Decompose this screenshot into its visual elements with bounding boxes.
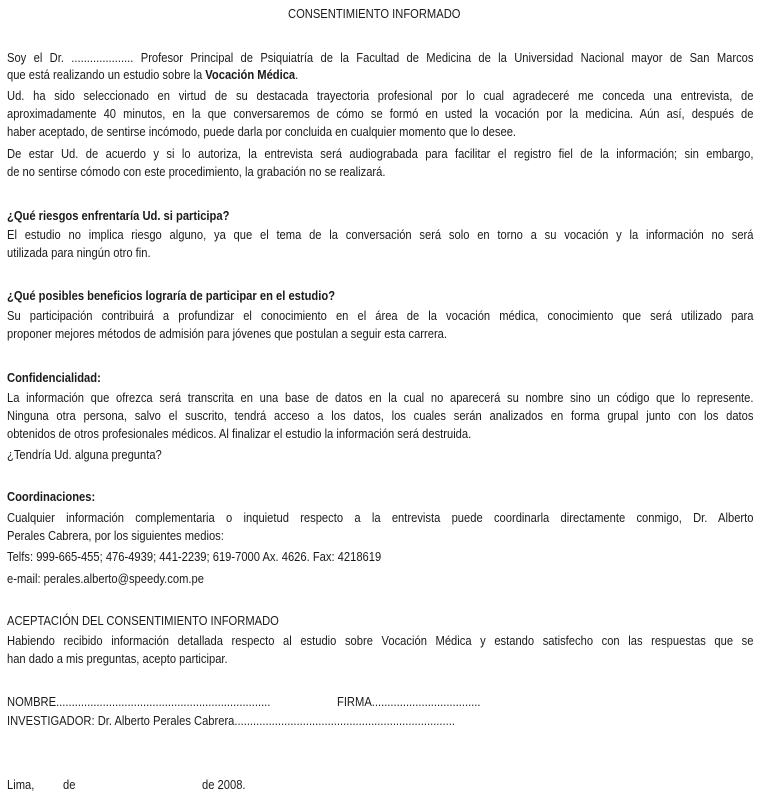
- investigator-field: INVESTIGADOR: Dr. Alberto Perales Cabrera.......................................................................: [7, 713, 455, 728]
- benefits-heading: ¿Qué posibles beneficios lograría de participar en el estudio?: [7, 288, 336, 303]
- para2-line-2: de no sentirse cómodo con este procedimiento, la grabación no se realizará.: [7, 164, 386, 179]
- acceptance-line-2: han dado a mis preguntas, acepto participar.: [7, 651, 228, 666]
- benefits-line-1: Su participación contribuirá a profundizar el conocimiento en el área de la vocación médica, conocimiento que será utilizado para: [7, 308, 754, 323]
- confidentiality-line-2: Ninguna otra persona, salvo el suscrito, tendrá acceso a los datos, los cuales serán analizados en forma grupal junto con los datos: [7, 408, 754, 423]
- coordination-line-2: Perales Cabrera, por los siguientes medios:: [7, 528, 224, 543]
- intro-text: que está realizando un estudio sobre la: [7, 67, 206, 82]
- date-day-label: de: [63, 777, 76, 792]
- risks-line-1: El estudio no implica riesgo alguno, ya que el tema de la conversación será solo en torno a su vocación y la información no será: [7, 227, 754, 242]
- risks-line-2: utilizada para ningún otro fin.: [7, 245, 151, 260]
- risks-heading: ¿Qué riesgos enfrentaría Ud. si participa?: [7, 208, 230, 223]
- confidentiality-line-3: obtenidos de otros profesionales médicos. Al finalizar el estudio la información será destruida.: [7, 426, 472, 441]
- para1-line-3: haber aceptado, de sentirse incómodo, puede darla por concluida en cualquier momento que lo desee.: [7, 124, 517, 139]
- date-year-label: de 2008.: [202, 777, 246, 792]
- signature-field: FIRMA...................................: [337, 694, 481, 709]
- place-label: Lima,: [7, 777, 35, 792]
- acceptance-heading: ACEPTACIÓN DEL CONSENTIMIENTO INFORMADO: [7, 613, 279, 628]
- confidentiality-line-1: La información que ofrezca será transcrita en una base de datos en la cual no aparecerá su nombre sino un código que lo represente.: [7, 390, 754, 405]
- para1-line-2: aproximadamente 40 minutos, en la que conversaremos de cómo se formó en usted la vocación por la medicina. Aún así, después de: [7, 106, 754, 121]
- intro-line-1: Soy el Dr. .................... Profesor Principal de Psiquiatría de la Facultad de Medicina de la Universidad Nacional mayor de San Marcos: [7, 50, 754, 65]
- confidentiality-line-4: ¿Tendría Ud. alguna pregunta?: [7, 447, 162, 462]
- document-title: CONSENTIMIENTO INFORMADO: [288, 6, 461, 21]
- study-topic: Vocación Médica: [205, 67, 296, 82]
- coordination-heading: Coordinaciones:: [7, 489, 96, 504]
- intro-line-2: [7, 67, 298, 82]
- coordination-line-1: Cualquier información complementaria o inquietud respecto a la entrevista puede coordinarla directamente conmigo, Dr. Alberto: [7, 510, 754, 525]
- name-field: NOMBRE.....................................................................: [7, 694, 271, 709]
- benefits-line-2: proponer mejores métodos de admisión para jóvenes que postulan a seguir esta carrera.: [7, 326, 448, 341]
- coordination-phones: Telfs: 999-665-455; 476-4939; 441-2239; 619-7000 Ax. 4626. Fax: 4218619: [7, 549, 382, 564]
- intro-period: .: [295, 67, 299, 82]
- acceptance-line-1: Habiendo recibido información detallada respecto al estudio sobre Vocación Médica y estando satisfecho con las respuestas que se: [7, 633, 754, 648]
- confidentiality-heading: Confidencialidad:: [7, 370, 101, 385]
- para1-line-1: Ud. ha sido seleccionado en virtud de su destacada trayectoria profesional por lo cual agradeceré me conceda una entrevista, de: [7, 88, 754, 103]
- para2-line-1: De estar Ud. de acuerdo y si lo autoriza, la entrevista será audiograbada para facilitar el registro fiel de la información; sin embargo,: [7, 146, 754, 161]
- coordination-email: e-mail: perales.alberto@speedy.com.pe: [7, 571, 204, 586]
